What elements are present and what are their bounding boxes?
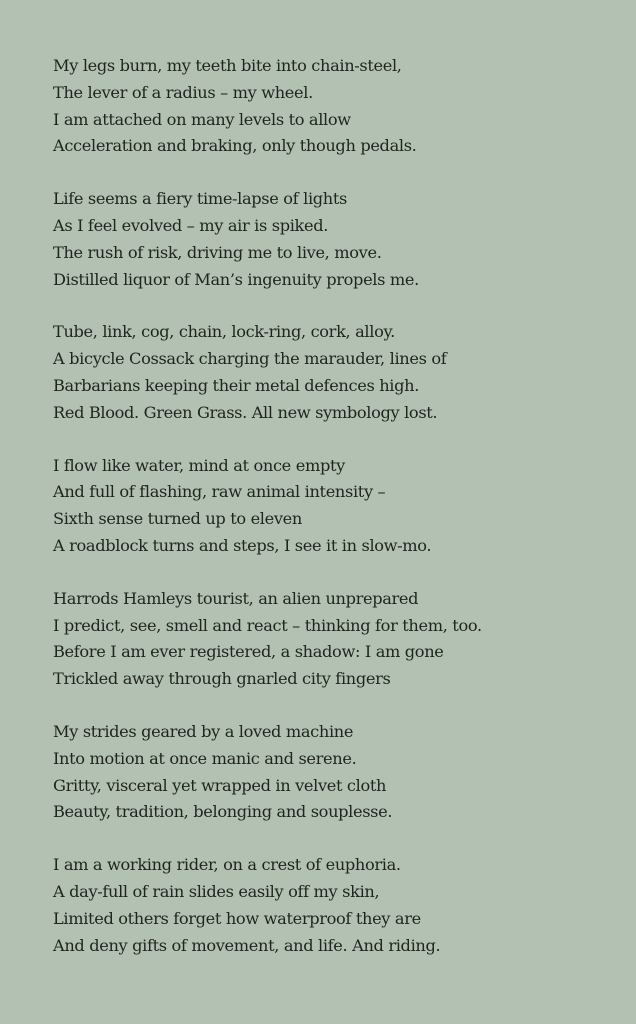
poem-line: I flow like water, mind at once empty [53,455,345,475]
poem-line: I am a working rider, on a crest of euphoria. [53,855,401,875]
poem-line: Before I am ever registered, a shadow: I am gone [53,642,444,662]
poem-line: Tube, link, cog, chain, lock-ring, cork, alloy. [53,322,395,342]
poem-line: Barbarians keeping their metal defences high. [53,375,419,395]
poem-line: A day-full of rain slides easily off my skin, [53,881,380,901]
poem-line: And full of flashing, raw animal intensity – [53,482,386,502]
poem-line: A bicycle Cossack charging the marauder, lines of [53,349,447,369]
stanza-5 [53,586,636,693]
poem-line: Life seems a fiery time-lapse of lights [53,189,347,209]
stanza-4 [53,453,636,560]
stanza-7 [53,852,636,959]
stanza-6 [53,719,636,826]
poem-line: And deny gifts of movement, and life. And riding. [53,935,441,955]
stanza-3 [53,319,636,426]
poem-line: Trickled away through gnarled city fingers [53,669,391,689]
poem-line: Red Blood. Green Grass. All new symbology lost. [53,402,438,422]
poem-line: Into motion at once manic and serene. [53,748,357,768]
poem-line: The rush of risk, driving me to live, move. [53,242,382,262]
poem-line: I predict, see, smell and react – thinking for them, too. [53,615,482,635]
poem-line: My strides geared by a loved machine [53,721,354,741]
poem-line: A roadblock turns and steps, I see it in slow-mo. [53,535,432,555]
poem-line: Sixth sense turned up to eleven [53,509,302,529]
poem-line: Limited others forget how waterproof they are [53,908,421,928]
poem-line: My legs burn, my teeth bite into chain-steel, [53,56,402,75]
poem-line: Harrods Hamleys tourist, an alien unprepared [53,588,419,608]
poem-line: Acceleration and braking, only though pedals. [53,136,417,156]
stanza-1 [53,53,636,160]
poem-line: Gritty, visceral yet wrapped in velvet cloth [53,775,387,795]
poem-line: As I feel evolved – my air is spiked. [53,215,329,235]
poem-line: Distilled liquor of Man’s ingenuity propels me. [53,269,419,289]
stanza-2 [53,186,636,293]
poem-line: The lever of a radius – my wheel. [53,82,313,102]
poem-line: I am attached on many levels to allow [53,109,351,129]
poem-line: Beauty, tradition, belonging and souplesse. [53,802,393,822]
